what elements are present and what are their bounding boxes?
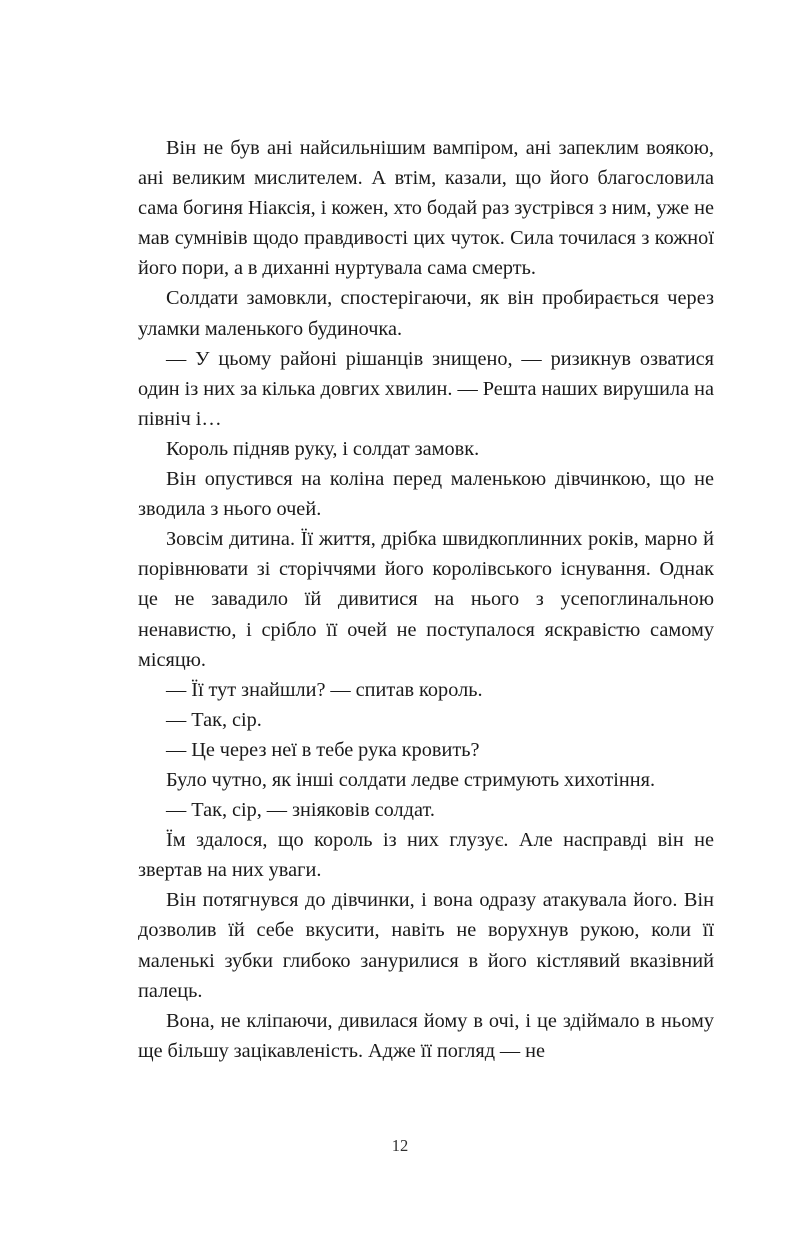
page-number: 12 (391, 1136, 409, 1155)
paragraph: Зовсім дитина. Її життя, дрібка швидкоплинних років, марно й порівнювати зі сторіччями його королівського існування. Однак це не завадило їй дивитися на нього з усепоглинальною ненавистю, і срібло її очей не поступалося яскравістю самому місяцю. (138, 528, 714, 671)
paragraph: Їм здалося, що король із них глузує. Але насправді він не звертав на них уваги. (138, 829, 714, 882)
paragraph: Було чутно, як інші солдати ледве стримують хихотіння. (166, 768, 656, 791)
paragraph-dialogue: — У цьому районі рішанців знищено, — ризикнув озватися один із них за кілька довгих хвилин. — Решта наших вирушила на північ і… (138, 347, 714, 430)
paragraph: Король підняв руку, і солдат замовк. (166, 437, 480, 460)
paragraph: Він опустився на коліна перед маленькою дівчинкою, що не зводила з нього очей. (138, 468, 714, 521)
paragraph-dialogue: — Так, сір. (166, 708, 262, 731)
paragraph: Він не був ані найсильнішим вампіром, ані запеклим воякою, ані великим мислителем. А втім, казали, що його благословила сама богиня Ніаксія, і кожен, хто бодай раз зустрівся з ним, уже не мав сумнівів щодо правдивості цих чуток. Сила точилася з кожної його пори, а в диханні нуртувала сама смерть. (138, 137, 714, 280)
paragraph-dialogue: — Її тут знайшли? — спитав король. (166, 678, 483, 701)
paragraph-dialogue: — Так, сір, — зніяковів солдат. (166, 799, 435, 822)
paragraph: Вона, не кліпаючи, дивилася йому в очі, і це здіймало в ньому ще більшу зацікавленість. Адже її погляд — не (138, 1009, 714, 1062)
paragraph: Солдати замовкли, спостерігаючи, як він пробирається через уламки маленького будиночка. (138, 287, 714, 340)
paragraph-dialogue: — Це через неї в тебе рука кровить? (166, 738, 480, 761)
paragraph: Він потягнувся до дівчинки, і вона одразу атакувала його. Він дозволив їй себе вкусити, навіть не ворухнув рукою, коли її маленькі зубки глибоко занурилися в його кістлявий вказівний палець. (138, 889, 714, 1002)
body-text-column (138, 133, 714, 1066)
